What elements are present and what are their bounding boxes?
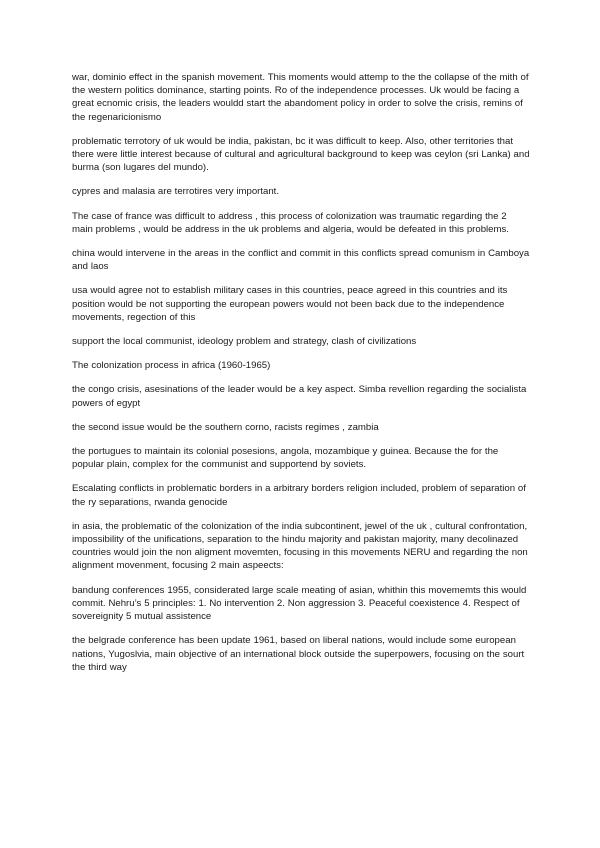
paragraph: The case of france was difficult to address , this process of colonization was traumatic regarding the 2 main problems , would be address in the uk problems and algeria, would be defeated in this problems. [72, 210, 509, 235]
paragraph: war, dominio effect in the spanish movement. This moments would attemp to the the collapse of the mith of the western politics dominance, starting points. Ro of the independence processes. Uk would be facing a great ecnomic crisis, the leaders wouldd start the abandoment policy in order to solve the crisis, remins of the regenaricionismo [72, 72, 529, 123]
paragraph: problematic terrotory of uk would be india, pakistan, bc it was difficult to keep. Also, other territories that there were little interest because of cultural and agricultural background to keep was ceylon (sri Lanka) and burma (son lugares del mundo). [72, 135, 530, 174]
section-heading: The colonization process in africa (1960-1965) [72, 360, 271, 372]
paragraph: cypres and malasia are terrotires very important. [72, 186, 280, 198]
document-body [72, 71, 530, 685]
paragraph: china would intervene in the areas in the conflict and commit in this conflicts spread comunism in Camboya and laos [72, 248, 530, 273]
paragraph: the second issue would be the southern corno, racists regimes , zambia [72, 421, 379, 433]
paragraph: support the local communist, ideology problem and strategy, clash of civilizations [72, 336, 417, 348]
paragraph: the belgrade conference has been update 1961, based on liberal nations, would include some european nations, Yugoslvia, main objective of an international block outside the superpowers, focusing on the sourt the third way [72, 635, 525, 673]
paragraph: Escalating conflicts in problematic borders in a arbitrary borders religion included, problem of separation of the ry separations, rwanda genocide [72, 483, 526, 508]
paragraph: in asia, the problematic of the colonization of the india subcontinent, jewel of the uk , cultural confrontation, impossibility of the unifications, separation to the hindu majority and pakistan majority, many decolinazed countries would join the non aligment movemten, focusing in this movements NERU and regarding the non alignment movenment, focusing 2 main aspeects: [72, 520, 528, 572]
paragraph: the congo crisis, asesinations of the leader would be a key aspect. Simba revellion regarding the socialista powers of egypt [72, 384, 527, 409]
paragraph: usa would agree not to establish military cases in this countries, peace agreed in this countries and its position would be not supporting the european powers would not been back due to the independence movements, regection of this [72, 285, 508, 323]
paragraph: the portugues to maintain its colonial posesions, angola, mozambique y guinea. Because the for the popular plain, complex for the communist and supportend by soviets. [72, 446, 499, 471]
paragraph: bandung conferences 1955, considerated large scale meating of asian, whithin this movememts this would commit. Nehru’s 5 principles: 1. No intervention 2. Non aggression 3. Peaceful coexistence 4. Respect of sovereignity 5 mutual assistence [72, 584, 527, 623]
